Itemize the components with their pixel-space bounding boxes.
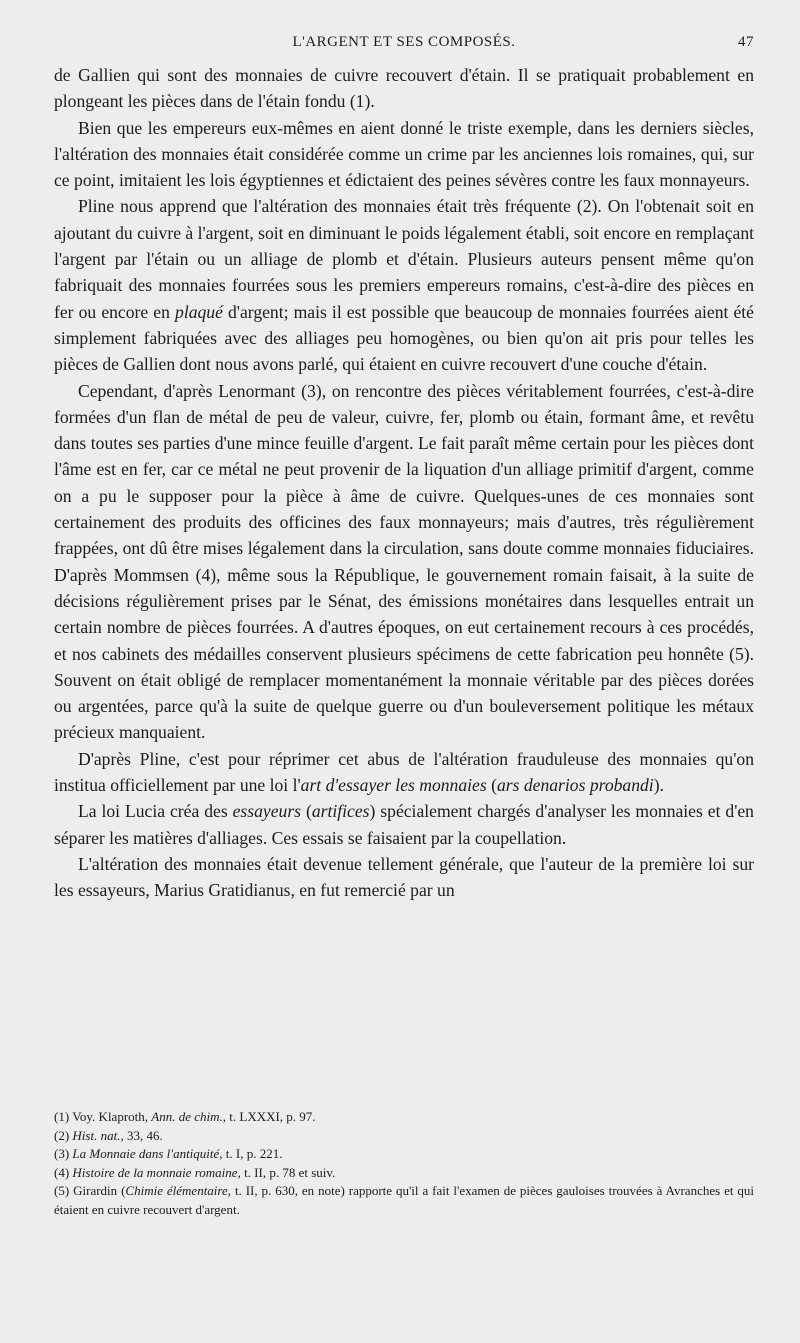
paragraph-6-text-c: ) spécialement chargés d'analyser les monnaies et d'en séparer les matières d'alliages. Ces essais se faisaient par la coupellation. (54, 801, 754, 848)
footnote-text: , t. I, p. 221. (219, 1146, 283, 1162)
footnote-italic: Hist. nat. (72, 1127, 121, 1143)
paragraph-2: Bien que les empereurs eux-mêmes en aient donné le triste exemple, dans les derniers siècles, l'altération des monnaies était considérée comme un crime par les anciennes lois romaines, qui, sur ce point, imitaient les lois égyptiennes et édictaient des peines sévères contre les faux monnayeurs. (54, 117, 754, 191)
footnote-text: , t. II, p. 78 et suiv. (237, 1164, 336, 1180)
paragraph-3 (54, 193, 754, 377)
footnote-text: , t. LXXXI, p. 97. (222, 1109, 316, 1124)
footnote-number: (3) (54, 1146, 70, 1162)
footnote-italic: Ann. de chim. (151, 1109, 223, 1124)
footnote-text: Voy. Klaproth, (72, 1109, 152, 1124)
footnote-number: (2) (54, 1127, 70, 1143)
footnote-text: , 33, 46. (120, 1127, 163, 1143)
running-header (54, 34, 754, 56)
page-number: 47 (738, 34, 754, 50)
paragraph-7: L'altération des monnaies était devenue tellement générale, que l'auteur de la première loi sur les essayeurs, Marius Gratidianus, en fut remercié par un (54, 853, 754, 901)
footnote-text: , t. II, p. 630, en note) rapporte qu'il a fait l'examen de pièces gauloises trouvées à Avranches et qui étaient en cuivre recouvert d'argent. (54, 1183, 755, 1217)
paragraph-5-text-a: D'après Pline, c'est pour réprimer cet abus de l'altération frauduleuse des monnaies qu'on institua officiellement par une loi l' (54, 748, 754, 796)
paragraph-6-text-a: La loi Lucia créa des (78, 801, 233, 822)
footnote-number: (1) (54, 1109, 70, 1124)
paragraph-5 (54, 746, 754, 799)
footnote-3 (54, 1145, 754, 1164)
italic-essayeurs: essayeurs (232, 801, 302, 822)
footnote-1 (54, 1108, 754, 1127)
paragraph-3-text-b: d'argent; mais il est possible que beaucoup de monnaies fourrées aient été simplement fabriquées avec des alliages peu homogènes, ou bien qu'on ait pris pour telles les pièces de Gallien dont nous avons parlé, qui étaient en cuivre recouvert d'une couche d'étain. (54, 301, 754, 375)
footnote-2 (54, 1127, 754, 1146)
footnote-5 (54, 1182, 754, 1219)
footnote-text: Girardin ( (73, 1183, 126, 1199)
paragraph-6-text-b: ( (301, 801, 312, 822)
footnote-italic: La Monnaie dans l'antiquité (72, 1146, 220, 1162)
paragraph-5-text-b: ( (486, 775, 497, 796)
footnote-italic: Histoire de la monnaie romaine (72, 1164, 238, 1180)
paragraph-5-text-c: ). (653, 775, 664, 796)
italic-ars-denarios: ars denarios probandi (496, 775, 654, 796)
paragraph-4: Cependant, d'après Lenormant (3), on rencontre des pièces véritablement fourrées, c'est-à-dire formées d'un flan de métal de peu de valeur, cuivre, fer, plomb ou étain, formant âme, et revêtu dans toutes ses parties d'une mince feuille d'argent. Le fait paraît même certain pour les pièces dont l'âme est en fer, car ce métal ne peut provenir de la liquation d'un alliage primitif d'argent, comme on a pu le supposer pour la pièce à âme de cuivre. Quelques-unes de ces monnaies sont certainement des produits des officines des faux monnayeurs; mais d'autres, très régulièrement frappées, ont dû être mises légalement dans la circulation, sans doute comme monnaies fiduciaires. D'après Mommsen (4), même sous la République, le gouvernement romain faisait, à la suite de décisions régulièrement prises par le Sénat, des émissions monétaires dans lesquelles entrait un certain nombre de pièces fourrées. A d'autres époques, on eut certainement recours à ces procédés, et nos cabinets des médailles conservent plusieurs spécimens de cette fabrication peu honnête (5). Souvent on était obligé de remplacer momentanément la monnaie véritable par des pièces dorées ou argentées, parce qu'à la suite de quelque guerre ou d'un bouleversement politique les métaux précieux manquaient. (54, 380, 754, 743)
footnote-number: (4) (54, 1164, 70, 1180)
italic-art-essayer: art d'essayer les monnaies (300, 775, 487, 796)
footnote-number: (5) (54, 1183, 70, 1199)
italic-artifices: artifices (311, 801, 370, 822)
paragraph-3-text-a: Pline nous apprend que l'altération des monnaies était très fréquente (2). On l'obtenait soit en ajoutant du cuivre à l'argent, soit en diminuant le poids légalement établi, soit encore en remplaçant l'argent par l'étain ou un alliage de plomb et d'étain. Plusieurs auteurs pensent même qu'on fabriquait des monnaies fourrées sous les premiers empereurs romains, c'est-à-dire des pièces en fer ou encore en (54, 196, 755, 322)
footnote-italic: Chimie élémentaire (125, 1183, 228, 1199)
italic-plaque: plaqué (175, 301, 223, 322)
footnote-4 (54, 1164, 754, 1183)
footnotes (54, 1108, 754, 1220)
paragraph-6 (54, 798, 754, 851)
paragraph-1: de Gallien qui sont des monnaies de cuivre recouvert d'étain. Il se pratiquait probablement en plongeant les pièces dans de l'étain fondu (1). (54, 65, 754, 112)
running-title: L'ARGENT ET SES COMPOSÉS. (292, 34, 516, 50)
body-text (54, 62, 754, 904)
